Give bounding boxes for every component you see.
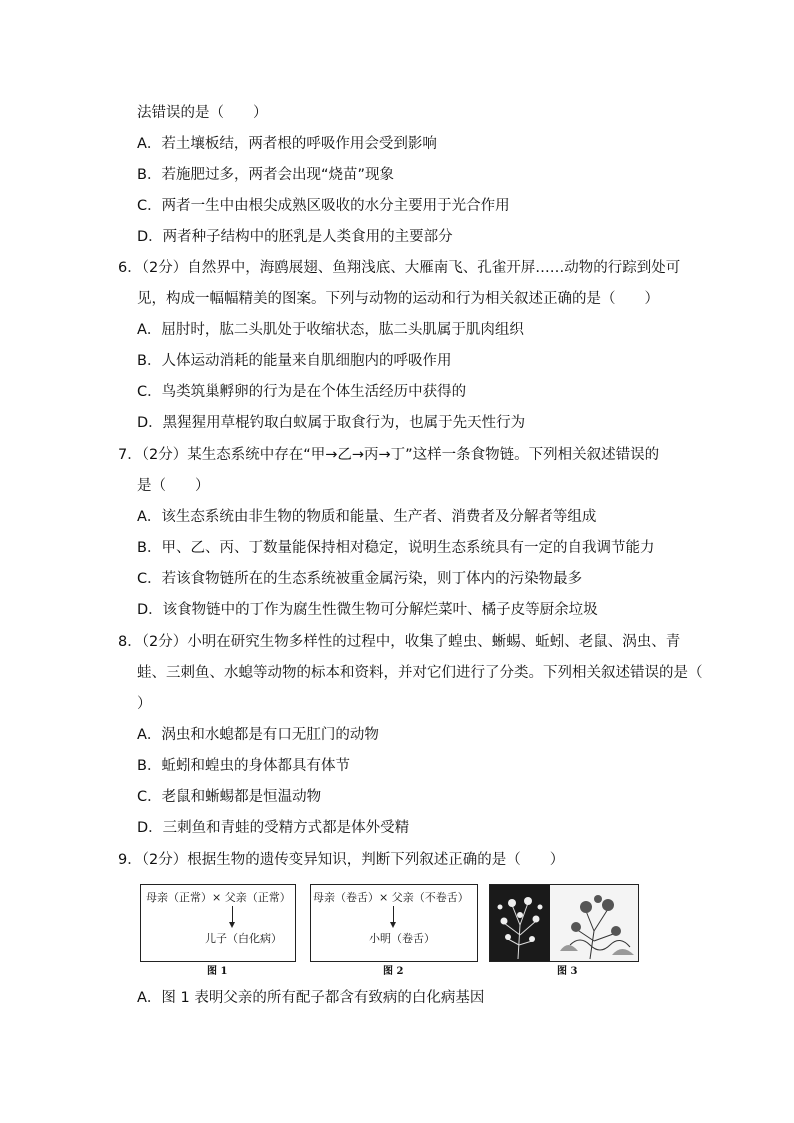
figure-1-pedigree xyxy=(140,884,296,962)
figure-3-photo-right xyxy=(550,885,638,961)
q5-option-c: C．两者一生中由根尖成熟区吸收的水分主要用于光合作用 xyxy=(137,198,510,214)
figure-2-pedigree xyxy=(310,884,478,962)
q7-option-c: C．若该食物链所在的生态系统被重金属污染，则丁体内的污染物最多 xyxy=(137,571,583,587)
q7-option-b: B．甲、乙、丙、丁数量能保持相对稳定，说明生态系统具有一定的自我调节能力 xyxy=(137,540,655,556)
figure-3-caption: 图 3 xyxy=(557,966,578,977)
plant-drawing-icon xyxy=(550,885,638,961)
figure-2-arrow xyxy=(393,906,394,926)
q6-option-c: C．鸟类筑巢孵卵的行为是在个体生活经历中获得的 xyxy=(137,384,467,400)
figure-1-parents: 母亲（正常）× 父亲（正常） xyxy=(146,891,291,904)
q8-stem-line2: 蛙、三刺鱼、水螅等动物的标本和资料，并对它们进行了分类。下列相关叙述错误的是（ xyxy=(137,665,703,681)
figure-1-caption: 图 1 xyxy=(207,966,228,977)
q8-option-a: A．涡虫和水螅都是有口无肛门的动物 xyxy=(137,727,379,743)
plant-silhouette-icon xyxy=(490,885,550,961)
q6-stem-line2: 见，构成一幅幅精美的图案。下列与动物的运动和行为相关叙述正确的是（ ） xyxy=(137,291,659,307)
q8-option-d: D．三刺鱼和青蛙的受精方式都是体外受精 xyxy=(137,820,410,836)
q5-option-a: A．若土壤板结，两者根的呼吸作用会受到影响 xyxy=(137,136,437,152)
q9-stem: 9．（2分）根据生物的遗传变异知识，判断下列叙述正确的是（ ） xyxy=(118,852,565,868)
q8-option-b: B．蚯蚓和蝗虫的身体都具有体节 xyxy=(137,758,350,774)
figure-1-arrow xyxy=(232,906,233,926)
figure-3-photos xyxy=(489,884,639,962)
figure-2-child: 小明（卷舌） xyxy=(369,932,435,945)
q7-stem-line2: 是（ ） xyxy=(137,478,210,494)
q6-option-b: B．人体运动消耗的能量来自肌细胞内的呼吸作用 xyxy=(137,353,452,369)
q6-option-d: D．黑猩猩用草棍钓取白蚁属于取食行为，也属于先天性行为 xyxy=(137,415,526,431)
q5-option-b: B．若施肥过多，两者会出现“烧苗”现象 xyxy=(137,167,394,183)
q9-option-a: A．图 1 表明父亲的所有配子都含有致病的白化病基因 xyxy=(137,990,485,1006)
q5-option-d: D．两者种子结构中的胚乳是人类食用的主要部分 xyxy=(137,229,453,245)
q7-option-d: D．该食物链中的丁作为腐生性微生物可分解烂菜叶、橘子皮等厨余垃圾 xyxy=(137,602,598,618)
q6-option-a: A．屈肘时，肱二头肌处于收缩状态，肱二头肌属于肌肉组织 xyxy=(137,322,524,338)
q7-stem-line1: 7．（2分）某生态系统中存在“甲→乙→丙→丁”这样一条食物链。下列相关叙述错误的 xyxy=(118,447,660,463)
q5-stem-tail: 法错误的是（ ） xyxy=(137,105,268,121)
q8-option-c: C．老鼠和蜥蜴都是恒温动物 xyxy=(137,789,322,805)
q6-stem-line1: 6．（2分）自然界中，海鸥展翅、鱼翔浅底、大雁南飞、孔雀开屏……动物的行踪到处可 xyxy=(118,260,681,276)
q8-stem-line3: ） xyxy=(137,696,152,712)
figure-1-child: 儿子（白化病） xyxy=(205,932,282,945)
q7-option-a: A．该生态系统由非生物的物质和能量、生产者、消费者及分解者等组成 xyxy=(137,509,597,525)
figure-3-photo-left xyxy=(490,885,550,961)
figure-2-parents: 母亲（卷舌）× 父亲（不卷舌） xyxy=(313,891,469,904)
figure-2-caption: 图 2 xyxy=(383,966,404,977)
q8-stem-line1: 8．（2分）小明在研究生物多样性的过程中，收集了蝗虫、蜥蜴、蚯蚓、老鼠、涡虫、青 xyxy=(118,634,681,650)
